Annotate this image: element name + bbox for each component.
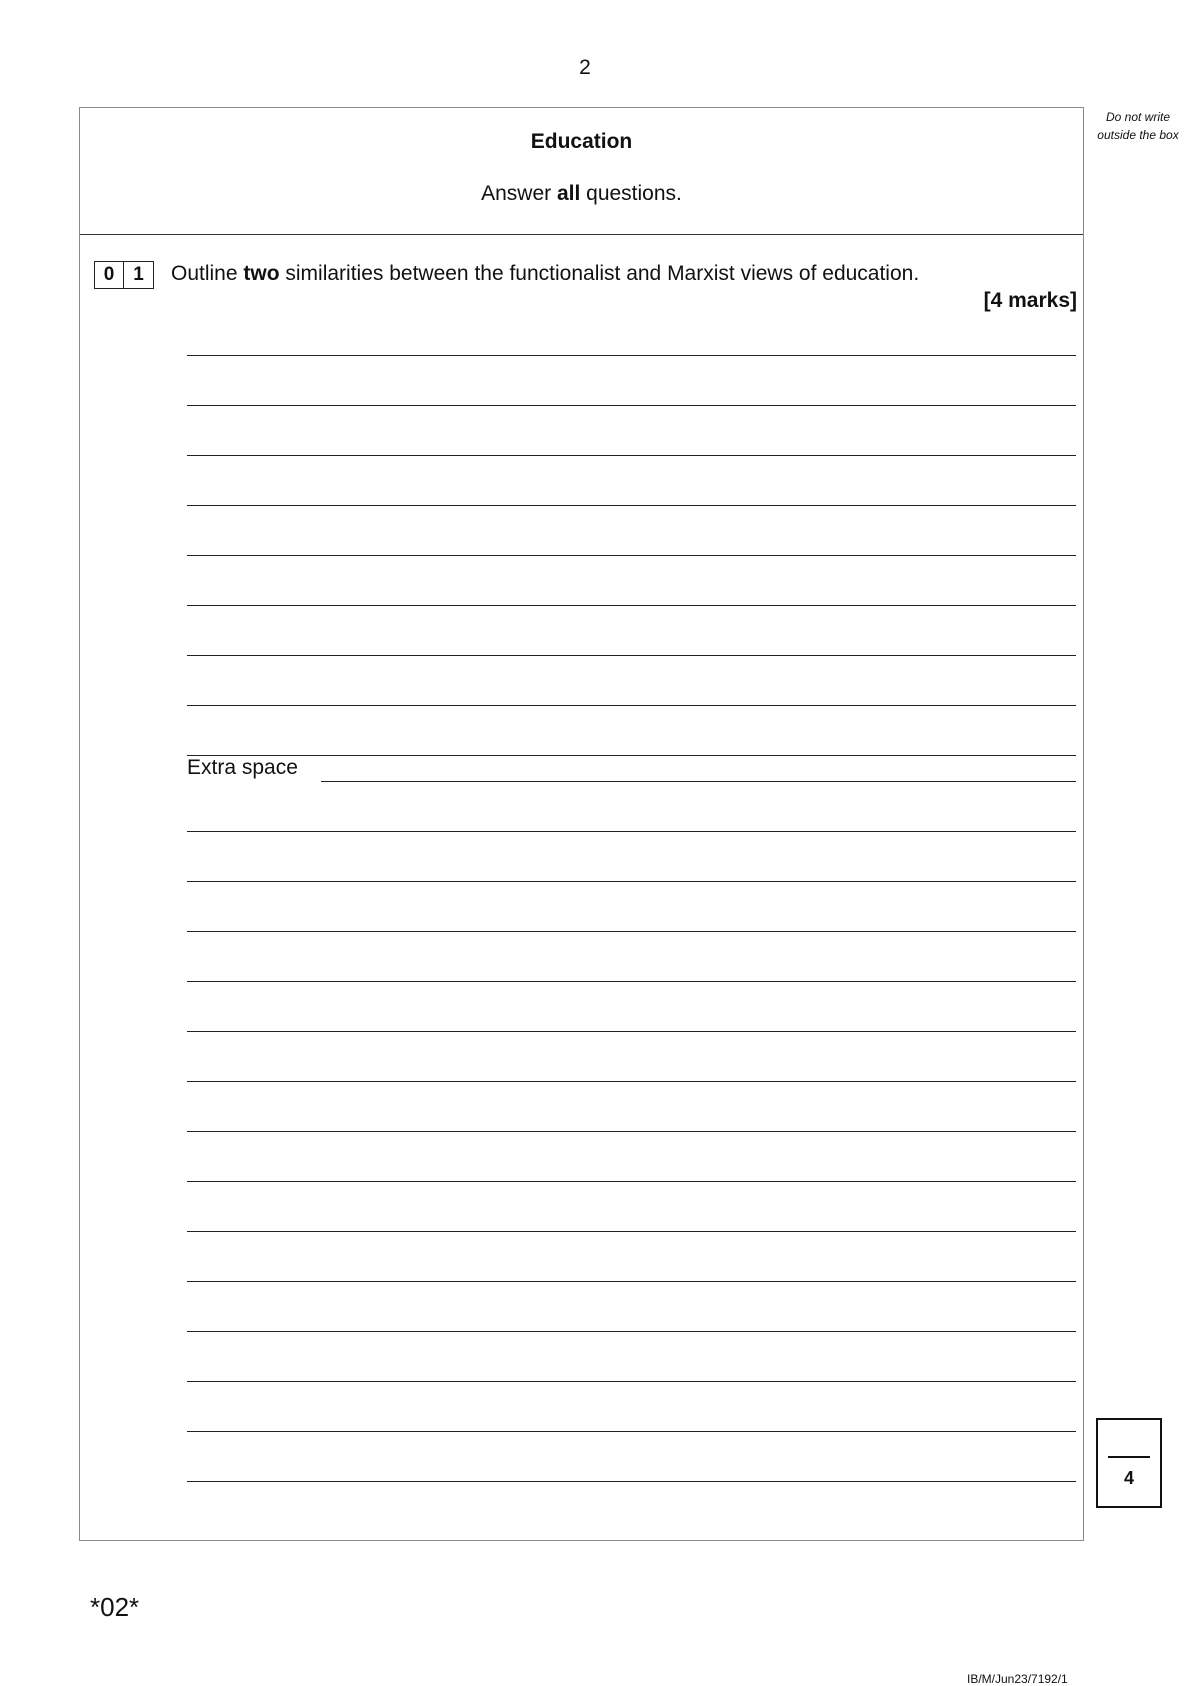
question-number-digit: 0 bbox=[94, 261, 124, 289]
answer-box bbox=[79, 107, 1084, 1541]
answer-line[interactable] bbox=[187, 605, 1076, 606]
answer-line[interactable] bbox=[187, 1431, 1076, 1432]
answer-line[interactable] bbox=[187, 355, 1076, 356]
section-instruction bbox=[80, 182, 1083, 206]
page-code: *02* bbox=[90, 1592, 140, 1622]
section-title: Education bbox=[530, 130, 633, 153]
page-number: 2 bbox=[579, 56, 591, 79]
question-number bbox=[94, 261, 154, 289]
instruction-bold: all bbox=[556, 182, 581, 205]
score-box bbox=[1096, 1418, 1162, 1508]
footer-reference: IB/M/Jun23/7192/1 bbox=[967, 1672, 1068, 1686]
instruction-post: questions. bbox=[580, 182, 682, 205]
answer-line[interactable] bbox=[187, 1331, 1076, 1332]
answer-line[interactable] bbox=[187, 1281, 1076, 1282]
answer-line[interactable] bbox=[187, 931, 1076, 932]
answer-line[interactable] bbox=[187, 655, 1076, 656]
question-text-post: similarities between the functionalist and Marxist views of education. bbox=[279, 262, 920, 285]
answer-line[interactable] bbox=[187, 705, 1076, 706]
answer-line[interactable] bbox=[187, 881, 1076, 882]
question-text bbox=[171, 262, 919, 286]
question-text-pre: Outline bbox=[171, 262, 244, 285]
instruction-pre: Answer bbox=[481, 182, 557, 205]
margin-note: Do not write outside the box bbox=[1097, 110, 1179, 142]
extra-space-line[interactable] bbox=[321, 781, 1076, 782]
answer-line[interactable] bbox=[187, 1481, 1076, 1482]
answer-line[interactable] bbox=[187, 1131, 1076, 1132]
answer-line[interactable] bbox=[187, 755, 1076, 756]
score-rule bbox=[1108, 1456, 1150, 1458]
answer-line[interactable] bbox=[187, 405, 1076, 406]
answer-line[interactable] bbox=[187, 1231, 1076, 1232]
answer-line[interactable] bbox=[187, 1381, 1076, 1382]
section-header bbox=[80, 108, 1083, 235]
answer-line[interactable] bbox=[187, 831, 1076, 832]
question-text-bold: two bbox=[243, 262, 280, 285]
answer-line[interactable] bbox=[187, 981, 1076, 982]
answer-line[interactable] bbox=[187, 455, 1076, 456]
answer-line[interactable] bbox=[187, 1031, 1076, 1032]
question-marks: [4 marks] bbox=[983, 289, 1077, 312]
extra-space-label: Extra space bbox=[187, 756, 298, 779]
answer-line[interactable] bbox=[187, 555, 1076, 556]
answer-line[interactable] bbox=[187, 505, 1076, 506]
answer-line[interactable] bbox=[187, 1181, 1076, 1182]
score-value: 4 bbox=[1123, 1468, 1134, 1488]
answer-line[interactable] bbox=[187, 1081, 1076, 1082]
question-number-digit: 1 bbox=[124, 261, 154, 289]
